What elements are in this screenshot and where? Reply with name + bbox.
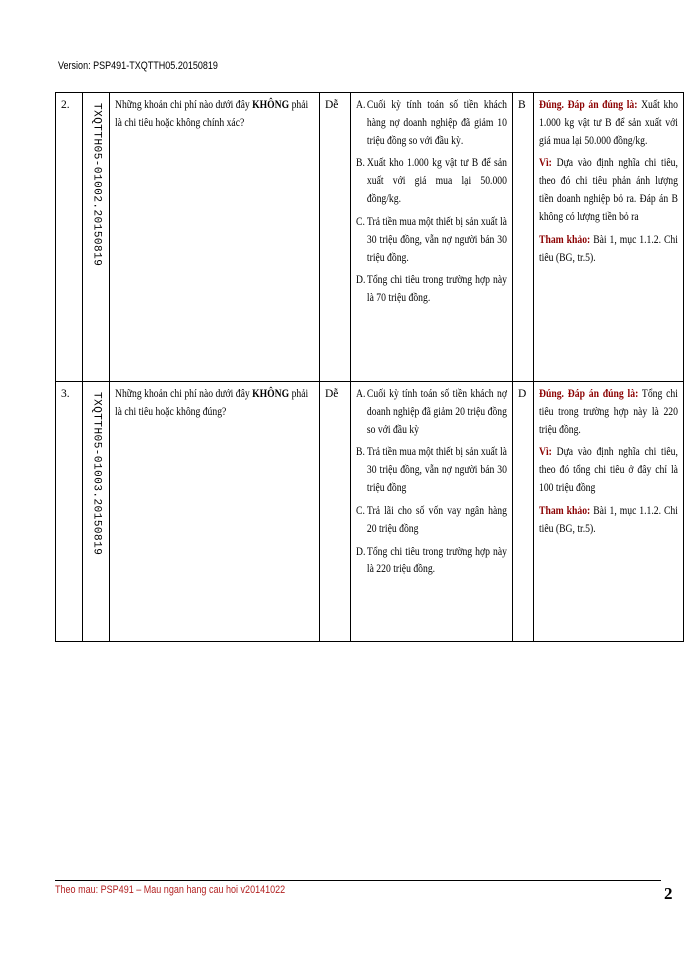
choice-item: B. Trả tiền mua một thiết bị sản xuất là 30 triệu đồng, vẫn nợ người bán 30 triệu đồng	[356, 446, 507, 495]
choice-item: C. Trả lãi cho số vốn vay ngân hàng 20 triệu đồng	[356, 504, 507, 535]
emphasis-text: KHÔNG	[252, 99, 290, 111]
difficulty: Dễ	[320, 93, 351, 382]
table-row	[56, 382, 684, 642]
table-row	[56, 93, 684, 382]
question-number: 3.	[56, 382, 83, 642]
version-label: Version: PSP491-TXQTTH05.20150819	[58, 60, 218, 72]
choices	[351, 93, 513, 382]
question-code-cell	[83, 93, 110, 382]
question-code: TXQTTH05-01003.20150819	[90, 392, 103, 556]
page-number: 2	[664, 884, 673, 903]
answer-key: D	[513, 382, 534, 642]
choice-item: C. Trả tiền mua một thiết bị sản xuất là 30 triệu đồng, vẫn nợ người bán 30 triệu đồng.	[356, 215, 507, 264]
answer-explanation: Đúng. Đáp án đúng là: Tổng chi tiêu trong trường hợp này là 220 triệu đồng. Vì: Dựa vào định nghĩa chi tiêu, theo đó tổng chi tiêu ở đây chỉ là 100 triệu đồng Tham khảo: Bài 1, mục 1.1.2. Chi tiêu (BG, tr.5).	[534, 382, 684, 642]
answer-key: B	[513, 93, 534, 382]
choice-item: A. Cuối kỳ tính toán số tiền khách hàng nợ doanh nghiệp đã giảm 10 triệu đồng so với đầu kỳ.	[356, 99, 507, 147]
answer-explanation: Đúng. Đáp án đúng là: Xuất kho 1.000 kg vật tư B để sản xuất với giá mua lại 50.000 đồng/kg. Vì: Dựa vào định nghĩa chi tiêu, theo đó chi tiêu phản ánh lượng tiền doanh nghiệp bỏ ra. Đáp án B không có lượng tiền bỏ ra Tham khảo: Bài 1, mục 1.1.2. Chi tiêu (BG, tr.5).	[534, 93, 684, 382]
emphasis-text: KHÔNG	[252, 388, 290, 400]
choice-item: D. Tổng chi tiêu trong trường hợp này là 220 triệu đồng.	[356, 545, 507, 576]
choice-item: D. Tổng chi tiêu trong trường hợp này là 70 triệu đồng.	[356, 274, 507, 305]
question-stem: Những khoản chi phí nào dưới đây KHÔNG phải là chi tiêu hoặc không đúng?	[110, 382, 320, 642]
footer-template: Theo mau: PSP491 – Mau ngan hang cau hoi v20141022	[55, 884, 286, 896]
question-number: 2.	[56, 93, 83, 382]
choice-item: B. Xuất kho 1.000 kg vật tư B để sản xuất với giá mua lại 50.000 đồng/kg.	[356, 157, 507, 206]
question-code: TXQTTH05-01002.20150819	[90, 103, 103, 267]
difficulty: Dễ	[320, 382, 351, 642]
question-code-cell	[83, 382, 110, 642]
question-stem: Những khoản chi phí nào dưới đây KHÔNG phải là chi tiêu hoặc không chính xác?	[110, 93, 320, 382]
footer-divider	[55, 880, 661, 881]
choices	[351, 382, 513, 642]
question-table	[55, 92, 684, 642]
choice-item: A. Cuối kỳ tính toán số tiền khách nợ doanh nghiệp đã giảm 20 triệu đồng so với đầu kỳ	[356, 388, 507, 436]
